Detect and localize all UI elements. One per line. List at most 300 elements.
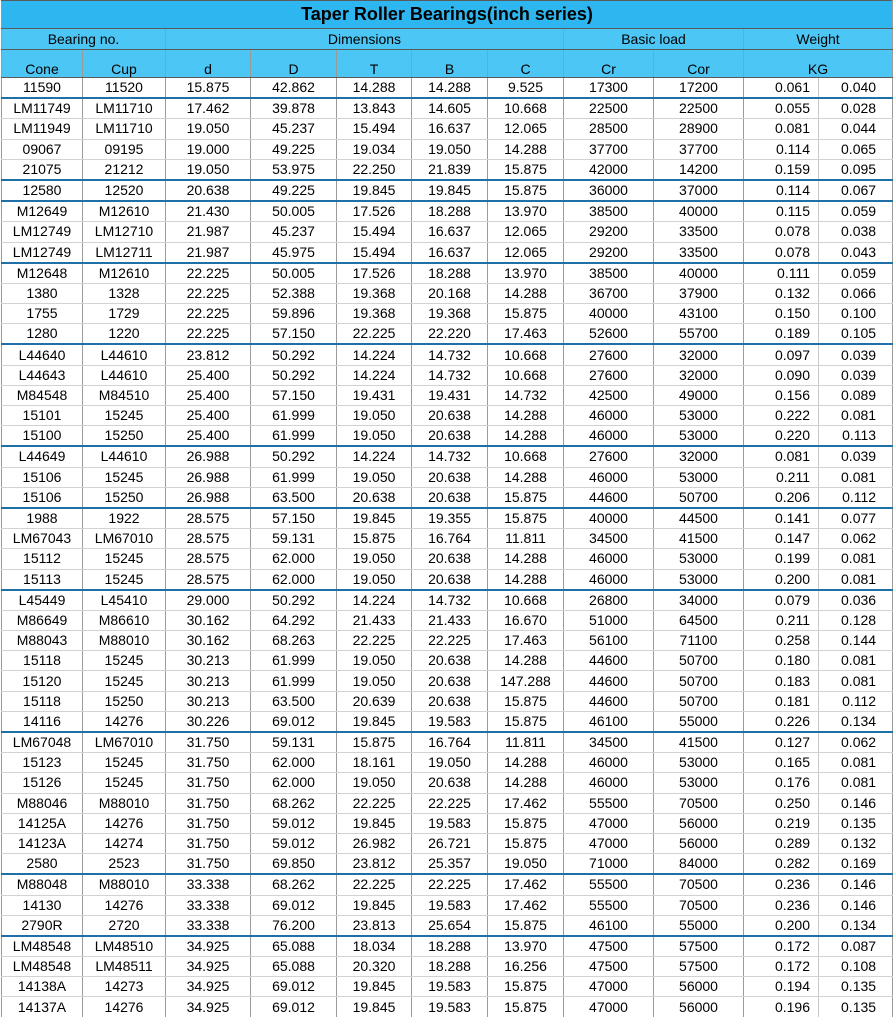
cell-weight-2: 0.067 bbox=[819, 180, 893, 201]
column-header-cone: Cone bbox=[2, 50, 83, 78]
table-row bbox=[2, 159, 893, 180]
cell-weight-2: 0.081 bbox=[819, 651, 893, 671]
cell-cone: 14123A bbox=[2, 833, 83, 853]
table-row bbox=[2, 977, 893, 997]
cell-weight-2: 0.132 bbox=[819, 833, 893, 853]
table-title: Taper Roller Bearings(inch series) bbox=[2, 1, 893, 29]
table-body bbox=[2, 78, 893, 1017]
table-row bbox=[2, 222, 893, 242]
cell-Cor: 70500 bbox=[654, 874, 744, 895]
cell-cup: 15245 bbox=[83, 753, 166, 773]
cell-B: 20.638 bbox=[412, 406, 488, 426]
cell-B: 18.288 bbox=[412, 936, 488, 957]
table-row bbox=[2, 242, 893, 263]
cell-C: 14.288 bbox=[488, 651, 564, 671]
cell-Cor: 53000 bbox=[654, 773, 744, 793]
cell-cup: LM67010 bbox=[83, 529, 166, 549]
cell-Cor: 50700 bbox=[654, 487, 744, 508]
cell-Cor: 57500 bbox=[654, 957, 744, 977]
cell-D: 49.225 bbox=[251, 139, 337, 159]
cell-Cor: 55000 bbox=[654, 915, 744, 936]
cell-weight-1: 0.115 bbox=[744, 201, 819, 222]
cell-T: 15.875 bbox=[337, 732, 412, 753]
cell-C: 13.970 bbox=[488, 936, 564, 957]
cell-cup: M12610 bbox=[83, 201, 166, 222]
cell-Cr: 26800 bbox=[564, 590, 654, 611]
cell-T: 19.368 bbox=[337, 304, 412, 324]
cell-B: 20.638 bbox=[412, 569, 488, 590]
cell-Cor: 33500 bbox=[654, 222, 744, 242]
cell-D: 68.263 bbox=[251, 631, 337, 651]
cell-Cr: 28500 bbox=[564, 119, 654, 139]
cell-T: 19.050 bbox=[337, 406, 412, 426]
cell-C: 14.288 bbox=[488, 283, 564, 303]
cell-B: 21.433 bbox=[412, 610, 488, 630]
cell-B: 20.638 bbox=[412, 691, 488, 711]
cell-weight-2: 0.039 bbox=[819, 344, 893, 365]
cell-D: 57.150 bbox=[251, 324, 337, 345]
cell-cone: 14138A bbox=[2, 977, 83, 997]
column-header-B: B bbox=[412, 50, 488, 78]
cell-Cr: 38500 bbox=[564, 263, 654, 284]
cell-cone: 15120 bbox=[2, 671, 83, 691]
cell-Cor: 53000 bbox=[654, 467, 744, 487]
cell-D: 49.225 bbox=[251, 180, 337, 201]
cell-D: 61.999 bbox=[251, 671, 337, 691]
cell-weight-1: 0.219 bbox=[744, 813, 819, 833]
cell-B: 19.050 bbox=[412, 753, 488, 773]
cell-weight-2: 0.108 bbox=[819, 957, 893, 977]
cell-B: 19.583 bbox=[412, 977, 488, 997]
cell-cup: 12520 bbox=[83, 180, 166, 201]
cell-weight-1: 0.165 bbox=[744, 753, 819, 773]
cell-cup: 11520 bbox=[83, 78, 166, 99]
cell-cup: 14276 bbox=[83, 997, 166, 1017]
cell-cone: 14137A bbox=[2, 997, 83, 1017]
cell-B: 19.583 bbox=[412, 895, 488, 915]
cell-B: 14.288 bbox=[412, 78, 488, 99]
cell-Cor: 53000 bbox=[654, 753, 744, 773]
cell-C: 14.732 bbox=[488, 385, 564, 405]
column-header-T: T bbox=[337, 50, 412, 78]
cell-cone: LM48548 bbox=[2, 957, 83, 977]
cell-D: 76.200 bbox=[251, 915, 337, 936]
cell-B: 21.839 bbox=[412, 159, 488, 180]
cell-Cr: 38500 bbox=[564, 201, 654, 222]
cell-T: 15.875 bbox=[337, 529, 412, 549]
cell-Cor: 55000 bbox=[654, 711, 744, 732]
cell-C: 17.462 bbox=[488, 874, 564, 895]
cell-T: 19.050 bbox=[337, 426, 412, 447]
cell-cone: 11590 bbox=[2, 78, 83, 99]
cell-weight-1: 0.061 bbox=[744, 78, 819, 99]
cell-Cr: 46000 bbox=[564, 406, 654, 426]
cell-cup: 1729 bbox=[83, 304, 166, 324]
cell-D: 62.000 bbox=[251, 569, 337, 590]
cell-d: 22.225 bbox=[166, 263, 251, 284]
cell-Cor: 56000 bbox=[654, 833, 744, 853]
cell-T: 23.813 bbox=[337, 915, 412, 936]
cell-weight-2: 0.043 bbox=[819, 242, 893, 263]
cell-Cor: 56000 bbox=[654, 813, 744, 833]
cell-weight-2: 0.059 bbox=[819, 201, 893, 222]
column-header-d: d bbox=[166, 50, 251, 78]
cell-Cr: 37700 bbox=[564, 139, 654, 159]
table-row bbox=[2, 180, 893, 201]
cell-Cr: 46100 bbox=[564, 915, 654, 936]
cell-weight-2: 0.081 bbox=[819, 406, 893, 426]
cell-T: 19.050 bbox=[337, 467, 412, 487]
cell-weight-1: 0.150 bbox=[744, 304, 819, 324]
cell-cone: 2580 bbox=[2, 854, 83, 875]
cell-D: 61.999 bbox=[251, 426, 337, 447]
cell-B: 19.583 bbox=[412, 997, 488, 1017]
column-header-cup: Cup bbox=[83, 50, 166, 78]
cell-Cor: 17200 bbox=[654, 78, 744, 99]
cell-T: 19.050 bbox=[337, 569, 412, 590]
cell-C: 15.875 bbox=[488, 833, 564, 853]
cell-d: 22.225 bbox=[166, 283, 251, 303]
cell-d: 30.162 bbox=[166, 610, 251, 630]
cell-weight-2: 0.062 bbox=[819, 732, 893, 753]
cell-d: 25.400 bbox=[166, 385, 251, 405]
table-row bbox=[2, 487, 893, 508]
table-row bbox=[2, 139, 893, 159]
column-header-C: C bbox=[488, 50, 564, 78]
cell-T: 18.161 bbox=[337, 753, 412, 773]
cell-Cor: 57500 bbox=[654, 936, 744, 957]
cell-T: 19.845 bbox=[337, 997, 412, 1017]
cell-Cor: 56000 bbox=[654, 997, 744, 1017]
cell-B: 16.764 bbox=[412, 529, 488, 549]
cell-B: 20.638 bbox=[412, 549, 488, 569]
group-header-bearing-no: Bearing no. bbox=[2, 29, 166, 50]
cell-cone: LM67043 bbox=[2, 529, 83, 549]
cell-weight-1: 0.159 bbox=[744, 159, 819, 180]
table-row bbox=[2, 98, 893, 119]
cell-B: 16.637 bbox=[412, 222, 488, 242]
cell-d: 33.338 bbox=[166, 874, 251, 895]
cell-B: 18.288 bbox=[412, 201, 488, 222]
cell-cup: 1328 bbox=[83, 283, 166, 303]
cell-B: 20.638 bbox=[412, 773, 488, 793]
cell-Cor: 37900 bbox=[654, 283, 744, 303]
cell-cone: M88048 bbox=[2, 874, 83, 895]
cell-weight-2: 0.105 bbox=[819, 324, 893, 345]
cell-Cor: 84000 bbox=[654, 854, 744, 875]
cell-d: 19.000 bbox=[166, 139, 251, 159]
table-row bbox=[2, 467, 893, 487]
cell-weight-1: 0.199 bbox=[744, 549, 819, 569]
cell-d: 30.213 bbox=[166, 671, 251, 691]
cell-Cor: 37000 bbox=[654, 180, 744, 201]
cell-D: 52.388 bbox=[251, 283, 337, 303]
cell-C: 11.811 bbox=[488, 732, 564, 753]
cell-weight-1: 0.147 bbox=[744, 529, 819, 549]
cell-D: 50.005 bbox=[251, 263, 337, 284]
table-row bbox=[2, 406, 893, 426]
table-row bbox=[2, 508, 893, 529]
cell-D: 62.000 bbox=[251, 549, 337, 569]
cell-weight-1: 0.079 bbox=[744, 590, 819, 611]
cell-Cor: 64500 bbox=[654, 610, 744, 630]
cell-cone: 12580 bbox=[2, 180, 83, 201]
cell-Cor: 49000 bbox=[654, 385, 744, 405]
cell-C: 15.875 bbox=[488, 487, 564, 508]
cell-weight-2: 0.089 bbox=[819, 385, 893, 405]
cell-weight-1: 0.226 bbox=[744, 711, 819, 732]
cell-Cr: 51000 bbox=[564, 610, 654, 630]
table-row bbox=[2, 426, 893, 447]
cell-D: 50.292 bbox=[251, 344, 337, 365]
cell-T: 18.034 bbox=[337, 936, 412, 957]
cell-D: 57.150 bbox=[251, 385, 337, 405]
cell-C: 15.875 bbox=[488, 977, 564, 997]
cell-cone: M86649 bbox=[2, 610, 83, 630]
cell-B: 16.637 bbox=[412, 242, 488, 263]
cell-Cr: 46000 bbox=[564, 773, 654, 793]
cell-d: 31.750 bbox=[166, 773, 251, 793]
cell-cup: LM11710 bbox=[83, 119, 166, 139]
cell-weight-2: 0.081 bbox=[819, 753, 893, 773]
cell-weight-1: 0.090 bbox=[744, 365, 819, 385]
cell-T: 23.812 bbox=[337, 854, 412, 875]
cell-cup: 15250 bbox=[83, 487, 166, 508]
cell-Cor: 53000 bbox=[654, 426, 744, 447]
cell-T: 19.034 bbox=[337, 139, 412, 159]
cell-d: 26.988 bbox=[166, 487, 251, 508]
table-row bbox=[2, 915, 893, 936]
cell-B: 20.638 bbox=[412, 467, 488, 487]
cell-d: 25.400 bbox=[166, 406, 251, 426]
cell-cone: M88046 bbox=[2, 793, 83, 813]
cell-B: 19.431 bbox=[412, 385, 488, 405]
cell-Cr: 55500 bbox=[564, 874, 654, 895]
cell-T: 19.431 bbox=[337, 385, 412, 405]
cell-cone: L45449 bbox=[2, 590, 83, 611]
cell-Cor: 50700 bbox=[654, 671, 744, 691]
cell-D: 59.012 bbox=[251, 833, 337, 853]
cell-cup: 15245 bbox=[83, 406, 166, 426]
cell-B: 25.654 bbox=[412, 915, 488, 936]
cell-d: 34.925 bbox=[166, 936, 251, 957]
cell-d: 25.400 bbox=[166, 426, 251, 447]
cell-cone: 2790R bbox=[2, 915, 83, 936]
cell-D: 61.999 bbox=[251, 467, 337, 487]
cell-T: 19.050 bbox=[337, 549, 412, 569]
table-row bbox=[2, 651, 893, 671]
cell-C: 10.668 bbox=[488, 446, 564, 467]
cell-Cr: 36700 bbox=[564, 283, 654, 303]
cell-d: 20.638 bbox=[166, 180, 251, 201]
cell-Cr: 17300 bbox=[564, 78, 654, 99]
cell-cone: 15126 bbox=[2, 773, 83, 793]
table-row bbox=[2, 691, 893, 711]
cell-C: 13.970 bbox=[488, 201, 564, 222]
cell-cone: 1755 bbox=[2, 304, 83, 324]
cell-cone: LM11749 bbox=[2, 98, 83, 119]
cell-D: 63.500 bbox=[251, 691, 337, 711]
cell-Cr: 46000 bbox=[564, 753, 654, 773]
cell-C: 14.288 bbox=[488, 773, 564, 793]
cell-B: 14.732 bbox=[412, 590, 488, 611]
cell-T: 19.845 bbox=[337, 711, 412, 732]
cell-C: 14.288 bbox=[488, 426, 564, 447]
cell-cup: L44610 bbox=[83, 344, 166, 365]
cell-C: 15.875 bbox=[488, 691, 564, 711]
cell-C: 147.288 bbox=[488, 671, 564, 691]
cell-cone: 15106 bbox=[2, 467, 83, 487]
cell-cup: 15245 bbox=[83, 651, 166, 671]
cell-B: 26.721 bbox=[412, 833, 488, 853]
cell-C: 15.875 bbox=[488, 711, 564, 732]
table-row bbox=[2, 874, 893, 895]
cell-d: 26.988 bbox=[166, 446, 251, 467]
cell-T: 20.638 bbox=[337, 487, 412, 508]
cell-weight-1: 0.055 bbox=[744, 98, 819, 119]
cell-T: 15.494 bbox=[337, 242, 412, 263]
cell-cup: L45410 bbox=[83, 590, 166, 611]
cell-weight-2: 0.134 bbox=[819, 915, 893, 936]
cell-cup: 09195 bbox=[83, 139, 166, 159]
cell-B: 22.220 bbox=[412, 324, 488, 345]
cell-C: 10.668 bbox=[488, 365, 564, 385]
cell-cup: M12610 bbox=[83, 263, 166, 284]
cell-Cr: 46000 bbox=[564, 569, 654, 590]
cell-d: 28.575 bbox=[166, 569, 251, 590]
cell-cone: LM48548 bbox=[2, 936, 83, 957]
cell-weight-2: 0.081 bbox=[819, 671, 893, 691]
table-row bbox=[2, 569, 893, 590]
cell-D: 42.862 bbox=[251, 78, 337, 99]
cell-Cor: 34000 bbox=[654, 590, 744, 611]
table-row bbox=[2, 936, 893, 957]
cell-Cor: 37700 bbox=[654, 139, 744, 159]
cell-Cor: 40000 bbox=[654, 201, 744, 222]
cell-weight-1: 0.127 bbox=[744, 732, 819, 753]
cell-cup: 15245 bbox=[83, 569, 166, 590]
cell-D: 45.237 bbox=[251, 119, 337, 139]
table-row bbox=[2, 813, 893, 833]
column-header-Cr: Cr bbox=[564, 50, 654, 78]
cell-weight-2: 0.169 bbox=[819, 854, 893, 875]
cell-D: 62.000 bbox=[251, 753, 337, 773]
cell-cone: LM11949 bbox=[2, 119, 83, 139]
cell-d: 28.575 bbox=[166, 549, 251, 569]
cell-Cr: 46000 bbox=[564, 426, 654, 447]
cell-D: 64.292 bbox=[251, 610, 337, 630]
cell-Cor: 41500 bbox=[654, 732, 744, 753]
cell-Cr: 29200 bbox=[564, 242, 654, 263]
cell-weight-1: 0.181 bbox=[744, 691, 819, 711]
cell-weight-2: 0.087 bbox=[819, 936, 893, 957]
cell-weight-2: 0.100 bbox=[819, 304, 893, 324]
cell-d: 31.750 bbox=[166, 833, 251, 853]
cell-C: 17.462 bbox=[488, 895, 564, 915]
cell-Cor: 14200 bbox=[654, 159, 744, 180]
cell-Cr: 56100 bbox=[564, 631, 654, 651]
cell-cone: 15123 bbox=[2, 753, 83, 773]
cell-cone: 1988 bbox=[2, 508, 83, 529]
cell-Cr: 47000 bbox=[564, 997, 654, 1017]
cell-C: 13.970 bbox=[488, 263, 564, 284]
cell-T: 15.494 bbox=[337, 119, 412, 139]
cell-cup: LM11710 bbox=[83, 98, 166, 119]
column-header-D: D bbox=[251, 50, 337, 78]
cell-weight-1: 0.183 bbox=[744, 671, 819, 691]
table-row bbox=[2, 119, 893, 139]
cell-Cor: 71100 bbox=[654, 631, 744, 651]
cell-Cor: 41500 bbox=[654, 529, 744, 549]
cell-Cr: 46000 bbox=[564, 467, 654, 487]
cell-cup: LM12710 bbox=[83, 222, 166, 242]
table-row bbox=[2, 324, 893, 345]
cell-Cr: 47000 bbox=[564, 977, 654, 997]
cell-C: 17.462 bbox=[488, 793, 564, 813]
cell-C: 12.065 bbox=[488, 119, 564, 139]
cell-T: 19.845 bbox=[337, 813, 412, 833]
cell-d: 15.875 bbox=[166, 78, 251, 99]
table-row bbox=[2, 529, 893, 549]
cell-weight-1: 0.111 bbox=[744, 263, 819, 284]
cell-Cr: 55500 bbox=[564, 895, 654, 915]
cell-Cr: 42000 bbox=[564, 159, 654, 180]
group-header-dimensions: Dimensions bbox=[166, 29, 564, 50]
table-row bbox=[2, 957, 893, 977]
cell-weight-2: 0.135 bbox=[819, 977, 893, 997]
table-row bbox=[2, 365, 893, 385]
cell-Cor: 32000 bbox=[654, 344, 744, 365]
cell-weight-1: 0.194 bbox=[744, 977, 819, 997]
cell-T: 22.225 bbox=[337, 324, 412, 345]
cell-Cr: 44600 bbox=[564, 487, 654, 508]
cell-Cr: 47000 bbox=[564, 833, 654, 853]
cell-cone: 15100 bbox=[2, 426, 83, 447]
cell-d: 30.226 bbox=[166, 711, 251, 732]
cell-cup: 14276 bbox=[83, 711, 166, 732]
cell-Cr: 55500 bbox=[564, 793, 654, 813]
cell-Cr: 40000 bbox=[564, 304, 654, 324]
cell-T: 17.526 bbox=[337, 201, 412, 222]
cell-d: 21.987 bbox=[166, 222, 251, 242]
table-row bbox=[2, 201, 893, 222]
cell-C: 16.670 bbox=[488, 610, 564, 630]
cell-cup: LM48510 bbox=[83, 936, 166, 957]
cell-weight-1: 0.220 bbox=[744, 426, 819, 447]
cell-B: 22.225 bbox=[412, 793, 488, 813]
cell-Cr: 44600 bbox=[564, 691, 654, 711]
cell-T: 26.982 bbox=[337, 833, 412, 853]
cell-weight-2: 0.146 bbox=[819, 793, 893, 813]
table-row bbox=[2, 711, 893, 732]
cell-Cor: 55700 bbox=[654, 324, 744, 345]
cell-weight-2: 0.146 bbox=[819, 895, 893, 915]
cell-T: 15.494 bbox=[337, 222, 412, 242]
cell-Cor: 50700 bbox=[654, 691, 744, 711]
cell-C: 15.875 bbox=[488, 915, 564, 936]
cell-weight-2: 0.039 bbox=[819, 446, 893, 467]
cell-D: 62.000 bbox=[251, 773, 337, 793]
cell-weight-2: 0.036 bbox=[819, 590, 893, 611]
cell-d: 30.213 bbox=[166, 651, 251, 671]
cell-d: 25.400 bbox=[166, 365, 251, 385]
cell-Cr: 47000 bbox=[564, 813, 654, 833]
cell-Cr: 46100 bbox=[564, 711, 654, 732]
cell-C: 12.065 bbox=[488, 222, 564, 242]
cell-B: 19.355 bbox=[412, 508, 488, 529]
cell-d: 30.213 bbox=[166, 691, 251, 711]
cell-cup: 14273 bbox=[83, 977, 166, 997]
